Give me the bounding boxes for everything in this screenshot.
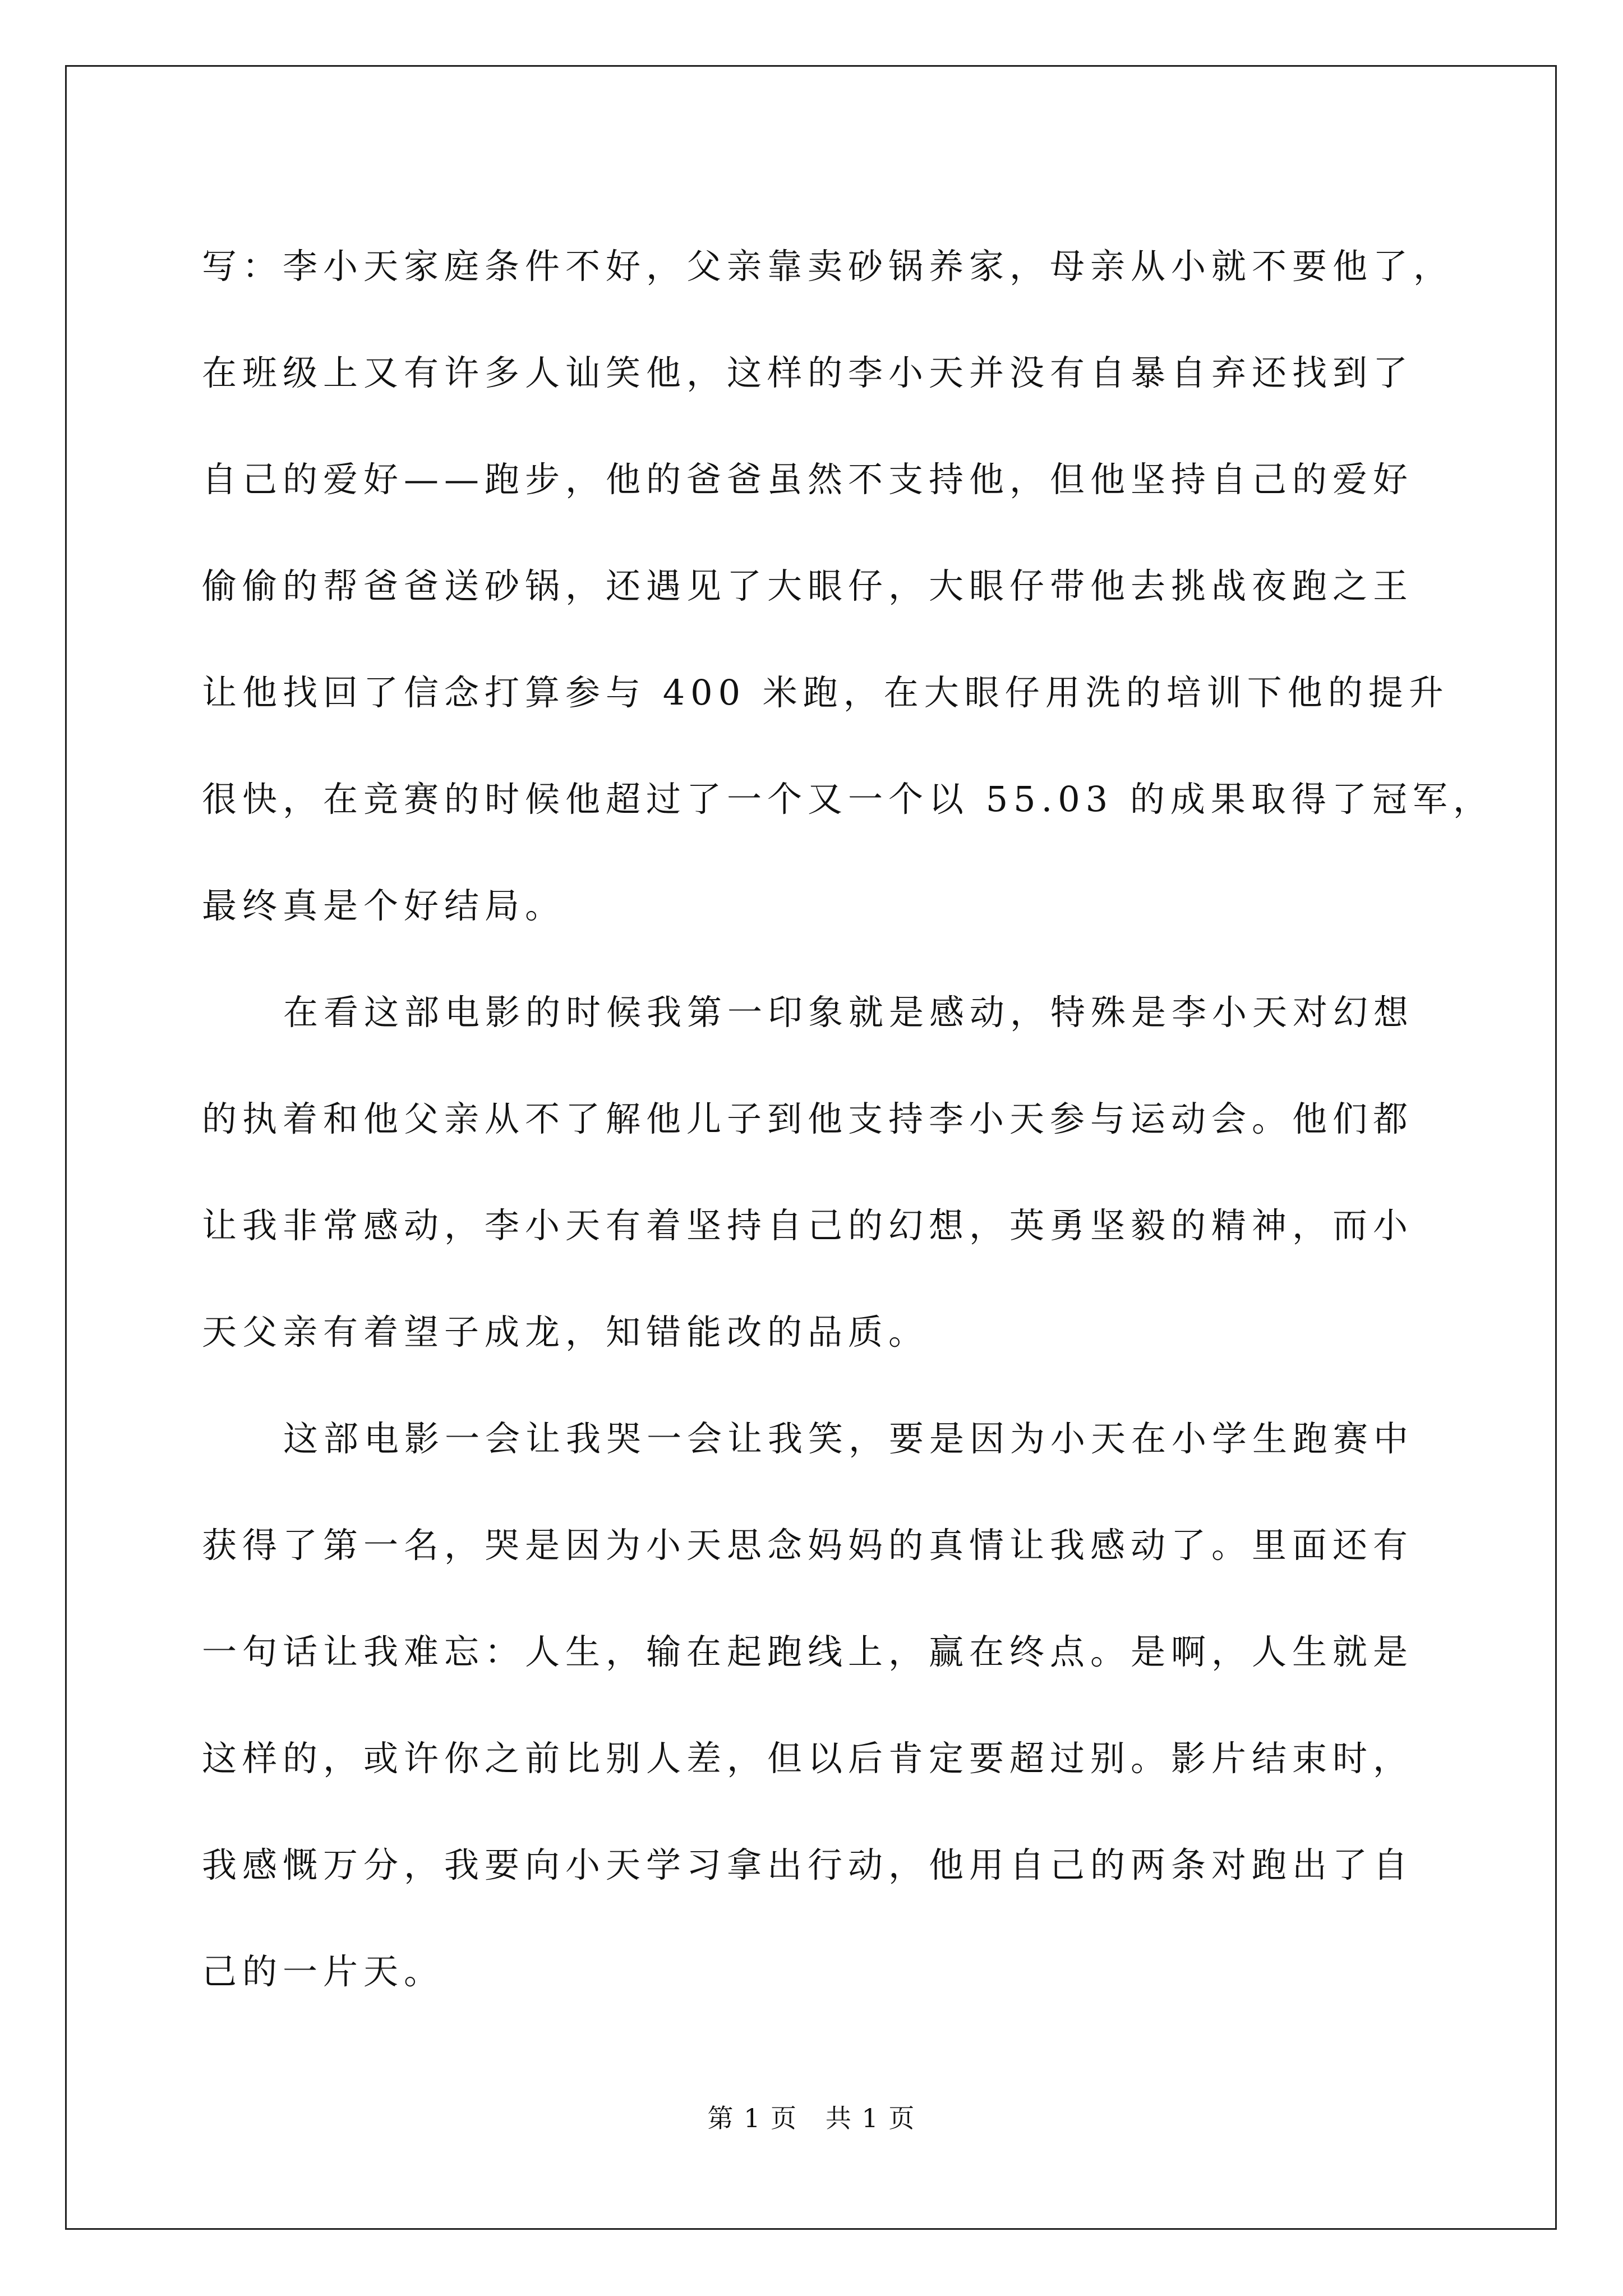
text-line: 最终真是个好结局。 bbox=[202, 885, 566, 926]
document-body bbox=[202, 213, 1493, 2025]
text-line: 一句话让我难忘：人生，输在起跑线上，赢在终点。是啊，人生就是 bbox=[202, 1631, 1414, 1672]
text-line: 很快，在竞赛的时候他超过了一个又一个以 55.03 的成果取得了冠军， bbox=[202, 779, 1493, 820]
text-line: 己的一片天。 bbox=[202, 1951, 445, 1992]
paragraph bbox=[202, 959, 1436, 1386]
text-line: 我感慨万分，我要向小天学习拿出行动，他用自己的两条对跑出了自 bbox=[202, 1844, 1414, 1885]
paragraph bbox=[202, 213, 1493, 959]
text-line: 自己的爱好——跑步，他的爸爸虽然不支持他，但他坚持自己的爱好 bbox=[202, 459, 1414, 500]
text-line: 偷偷的帮爸爸送砂锅，还遇见了大眼仔，大眼仔带他去挑战夜跑之王 bbox=[202, 565, 1414, 606]
text-line: 这样的，或许你之前比别人差，但以后肯定要超过别。影片结束时， bbox=[202, 1738, 1414, 1779]
page-number-footer: 第 1 页 共 1 页 bbox=[707, 2103, 916, 2133]
text-line: 在班级上又有许多人讪笑他，这样的李小天并没有自暴自弃还找到了 bbox=[202, 352, 1414, 393]
text-line: 的执着和他父亲从不了解他儿子到他支持李小天参与运动会。他们都 bbox=[202, 1098, 1414, 1139]
text-line: 写：李小天家庭条件不好，父亲靠卖砂锅养家，母亲从小就不要他了， bbox=[202, 246, 1454, 287]
text-line: 这部电影一会让我哭一会让我笑，要是因为小天在小学生跑赛中 bbox=[283, 1418, 1414, 1459]
text-line: 让他找回了信念打算参与 400 米跑，在大眼仔用洗的培训下他的提升 bbox=[202, 672, 1449, 713]
paragraph bbox=[202, 1386, 1436, 2025]
text-line: 获得了第一名，哭是因为小天思念妈妈的真情让我感动了。里面还有 bbox=[202, 1525, 1414, 1566]
text-line: 天父亲有着望子成龙，知错能改的品质。 bbox=[202, 1312, 929, 1352]
text-line: 在看这部电影的时候我第一印象就是感动，特殊是李小天对幻想 bbox=[283, 992, 1414, 1033]
text-line: 让我非常感动，李小天有着坚持自己的幻想，英勇坚毅的精神，而小 bbox=[202, 1205, 1414, 1246]
